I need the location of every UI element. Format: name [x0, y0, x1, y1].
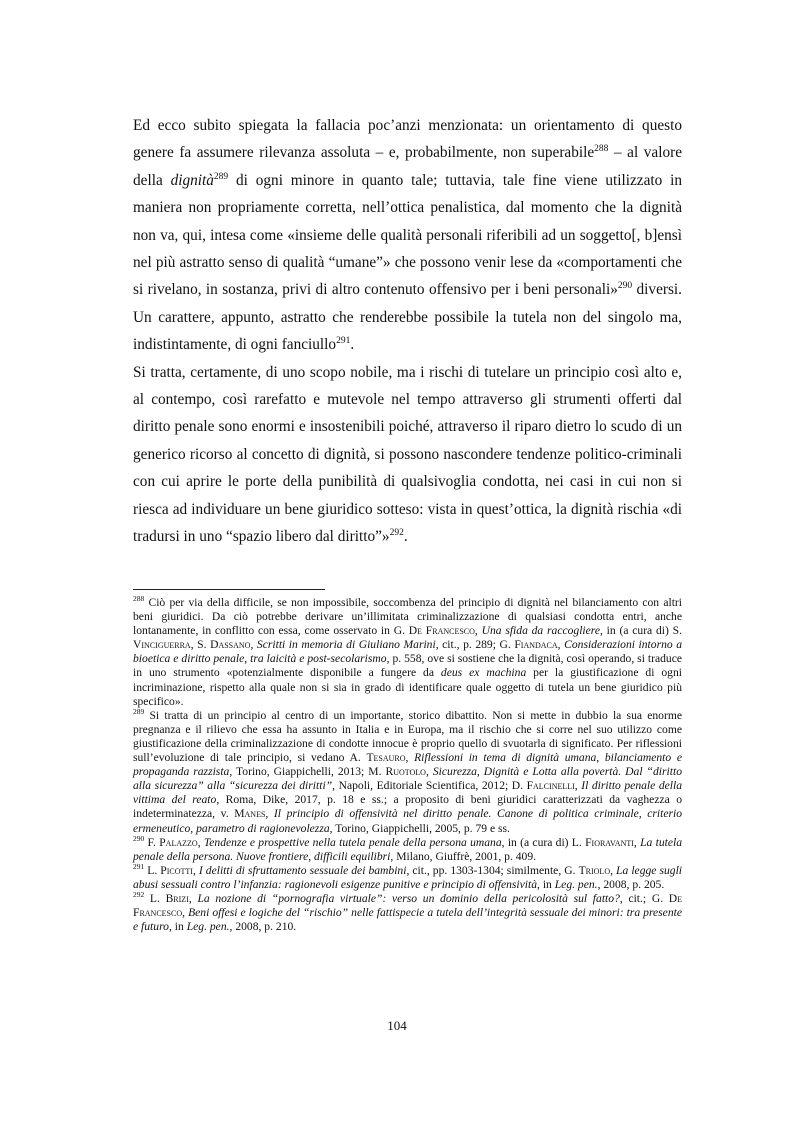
author-name: Triolo [578, 863, 611, 877]
author-name: Palazzo [159, 835, 198, 849]
footnotes [133, 596, 682, 934]
footnote-number: 289 [133, 706, 145, 716]
body-text [133, 112, 682, 551]
cited-title: Beni offesi e logiche del “rischio” nelle fattispecie a tutela dell’integrità sessuale dei minori: tra presente e futuro [133, 906, 682, 934]
paragraph-2: Si tratta, certamente, di uno scopo nobile, ma i rischi di tutelare un principio così alto e, al contempo, così rarefatto e mutevole nel tempo attraverso gli strumenti offerti dal diritto penale sono enormi e insostenibili poiché, attraverso il riparo dietro lo scudo di un generico ricorso al concetto di dignità, si possono nascondere tendenze politico-criminali con cui aprire le porte della punibilità di qualsivoglia condotta, nei casi in cui non si riesca ad individuare un bene giuridico sotteso: vista in quest’ottica, la dignità rischia «di tradursi in uno “spazio libero dal diritto”»$^{292}$. [133, 363, 682, 546]
footnote-288: $^{288}$ Ciò per via della difficile, se non impossibile, soccombenza del principio di dignità nel bilanciamento con altri beni giuridici. Da ciò potrebbe derivare un’illimitata criminalizzazione di qualsiasi condotta entri, anche lontanamente, in conflitto con essa, come osservato in G. De Francesco, Una sfida da raccogliere, in (a cura di) S. Vinciguerra, S. Dassano, Scritti in memoria di Giuliano Marini, cit., p. 289; G. Fiandaca, Considerazioni intorno a bioetica e diritto penale, tra laicità e post-secolarismo, p. 558, ove si sostiene che la dignità, così operando, si traduce in uno strumento «potenzialmente disponibile a fungere da deus ex machina per la giustificazione di ogni incriminazione, rispetto alla quale non si sia in grado di identificare quale oggetto di tutela un bene giuridico più specifico». [133, 594, 683, 708]
paragraph-1: Ed ecco subito spiegata la fallacia poc’anzi menzionata: un orientamento di questo genere fa assumere rilevanza assoluta – e, probabilmente, non superabile$^{288}$ – al valore della dignità$^{289}$ di ogni minore in quanto tale; tuttavia, tale fine viene utilizzato in maniera non propriamente corretta, nell’ottica penalistica, dal momento che la dignità non va, qui, intesa come «insieme delle qualità personali riferibili ad un soggetto[, b]ensì nel più astratto senso di qualità “umane”» che possono venir lese da «comportamenti che si rivelano, in sostanza, privi di altro contenuto offensivo per i beni personali»$^{290}$ diversi. Un carattere, appunto, astratto che renderebbe possibile la tutela non del singolo ma, indistintamente, di ogni fanciullo$^{291}$. [133, 117, 682, 354]
footnote-ref-290[interactable]: 290 [617, 281, 633, 292]
author-name: Falcinelli [526, 779, 575, 793]
author-name: Vinciguerra [133, 638, 191, 652]
cited-title: Sicurezza, Dignità e Lotta alla povertà. Dal “diritto alla sicurezza” alla “sicurezza dei diritti” [133, 765, 682, 793]
latin-phrase: deus ex machina [440, 666, 527, 680]
author-name: Fiandaca [514, 638, 558, 652]
author-name: Brizi [165, 891, 189, 905]
cited-title: Considerazioni intorno a bioetica e diritto penale, tra laicità e post-secolarismo [133, 638, 683, 666]
cited-title: Scritti in memoria di Giuliano Marini [256, 638, 436, 652]
cited-title: Riflessioni in tema di dignità umana, bilanciamento e propaganda razzista [133, 751, 682, 779]
author-name: Manes [234, 807, 266, 821]
footnote-number: 290 [133, 833, 145, 843]
cited-title: La nozione di “pornografia virtuale”: verso un dominio della pericolosità sul fatto? [197, 891, 620, 905]
author-name: Ruotolo [385, 765, 426, 779]
journal-title: Leg. pen. [554, 877, 598, 891]
journal-title: Leg. pen. [186, 920, 230, 934]
cited-title: Tendenze e prospettive nella tutela penale della persona umana [203, 835, 502, 849]
footnote-ref-292[interactable]: 292 [389, 528, 404, 538]
author-name: De Francesco [133, 891, 683, 920]
cited-title: I delitti di sfruttamento sessuale dei bambini [198, 863, 407, 877]
dignita-term: dignità [170, 171, 214, 189]
footnote-290: $^{290}$ F. Palazzo, Tendenze e prospettive nella tutela penale della persona umana, in (a cura di) L. Fioravanti, La tutela penale della persona. Nuove frontiere, difficili equilibri, Milano, Giuffrè, 2001, p. 409. [133, 833, 683, 863]
author-name: Dassano [210, 638, 251, 652]
footnote-number: 292 [133, 890, 145, 900]
footnote-separator [133, 589, 325, 590]
footnote-291: $^{291}$ L. Picotti, I delitti di sfruttamento sessuale dei bambini, cit., pp. 1303-1304; similmente, G. Triolo, La legge sugli abusi sessuali contro l’infanzia: ragionevoli esigenze punitive e principio di offensività, in Leg. pen., 2008, p. 205. [133, 861, 683, 891]
cited-title: Una sfida da raccogliere [481, 624, 601, 638]
author-name: Picotti [160, 863, 193, 877]
page-number: 104 [387, 1018, 407, 1033]
author-name: De Francesco [408, 624, 475, 638]
footnote-289: $^{289}$ Si tratta di un principio al centro di un importante, storico dibattito. Non si mette in dubbio la sua enorme pregnanza e il rilievo che essa ha assunto in Italia e in Europa, ma il rischio che si corre nel suo utilizzo come giustificazione della criminalizzazione di condotte innocue è proprio quello di svuotarla di significato. Per riflessioni sull’evoluzione di tale principio, si vedano A. Tesauro, Riflessioni in tema di dignità umana, bilanciamento e propaganda razzista, Torino, Giappichelli, 2013; M. Ruotolo, Sicurezza, Dignità e Lotta alla povertà. Dal “diritto alla sicurezza” alla “sicurezza dei diritti”, Napoli, Editoriale Scientifica, 2012; D. Falcinelli, Il diritto penale della vittima del reato, Roma, Dike, 2017, p. 18 e ss.; a proposito di beni giuridici caratterizzati da vaghezza o indeterminatezza, v. Manes, Il principio di offensività nel diritto penale. Canone di politica criminale, criterio ermeneutico, parametro di ragionevolezza, Torino, Giappichelli, 2005, p. 79 e ss. [133, 706, 683, 835]
footnote-ref-289[interactable]: 289 [213, 171, 229, 182]
cited-title: La legge sugli abusi sessuali contro l’infanzia: ragionevoli esigenze punitive e principio di offensività [133, 863, 683, 891]
author-name: Fioravanti [585, 835, 634, 849]
footnote-292: $^{292}$ L. Brizi, La nozione di “pornografia virtuale”: verso un dominio della pericolosità sul fatto?, cit.; G. De Francesco, Beni offesi e logiche del “rischio” nelle fattispecie a tutela dell’integrità sessuale dei minori: tra presente e futuro, in Leg. pen., 2008, p. 210. [133, 890, 683, 934]
cited-title: La tutela penale della persona. Nuove frontiere, difficili equilibri [133, 835, 683, 863]
author-name: Tesauro [366, 751, 406, 765]
footnote-number: 291 [133, 861, 145, 871]
footnote-number: 288 [133, 594, 145, 604]
cited-title: Il diritto penale della vittima del reato [133, 779, 683, 807]
cited-title: Il principio di offensività nel diritto penale. Canone di politica criminale, criterio ermeneutico, parametro di ragionevolezza [133, 807, 683, 835]
footnote-ref-291[interactable]: 291 [336, 336, 351, 347]
footnote-ref-288[interactable]: 288 [594, 144, 609, 155]
